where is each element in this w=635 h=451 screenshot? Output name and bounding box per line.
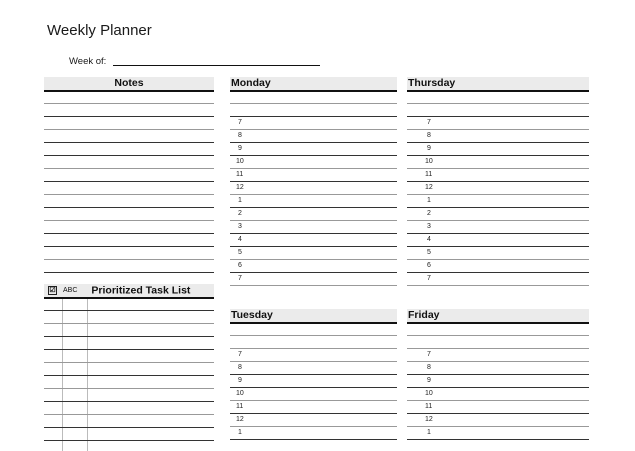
hour-label: 8 — [427, 364, 431, 371]
notes-line[interactable] — [44, 195, 214, 208]
hour-row[interactable] — [407, 182, 589, 195]
hour-label: 12 — [236, 416, 244, 423]
day-note-line[interactable] — [230, 91, 397, 104]
notes-header: Notes — [44, 77, 214, 92]
task-line[interactable] — [44, 402, 214, 415]
hour-label: 7 — [238, 119, 242, 126]
priority-abc-label: ABC — [63, 287, 78, 294]
notes-line[interactable] — [44, 208, 214, 221]
hour-row[interactable] — [230, 362, 397, 375]
hour-label: 10 — [425, 390, 433, 397]
checkbox-icon: ☑ — [49, 287, 56, 294]
hour-row[interactable] — [230, 234, 397, 247]
hour-row[interactable] — [230, 349, 397, 362]
hour-row[interactable] — [230, 195, 397, 208]
day-thursday — [407, 77, 589, 297]
hour-row[interactable] — [407, 208, 589, 221]
hour-row[interactable] — [230, 375, 397, 388]
notes-line[interactable] — [44, 169, 214, 182]
hour-row[interactable] — [407, 427, 589, 440]
day-note-line[interactable] — [407, 336, 589, 349]
hour-label: 11 — [425, 171, 433, 178]
notes-line[interactable] — [44, 247, 214, 260]
hour-row[interactable] — [407, 143, 589, 156]
task-line[interactable] — [44, 350, 214, 363]
hour-row[interactable] — [407, 234, 589, 247]
notes-line[interactable] — [44, 156, 214, 169]
hour-label: 10 — [425, 158, 433, 165]
hour-row[interactable] — [407, 156, 589, 169]
hour-row[interactable] — [230, 130, 397, 143]
task-line[interactable] — [44, 324, 214, 337]
hour-row[interactable] — [407, 130, 589, 143]
notes-section — [44, 77, 214, 277]
hour-label: 9 — [427, 145, 431, 152]
hour-row[interactable] — [407, 388, 589, 401]
hour-label: 2 — [427, 210, 431, 217]
hour-label: 11 — [236, 403, 244, 410]
hour-row[interactable] — [230, 117, 397, 130]
task-line[interactable] — [44, 363, 214, 376]
day-note-line[interactable] — [230, 104, 397, 117]
hour-label: 9 — [238, 145, 242, 152]
task-list-title: Prioritized Task List — [91, 284, 191, 297]
hour-row[interactable] — [407, 195, 589, 208]
task-line[interactable] — [44, 376, 214, 389]
week-of-label: Week of: — [69, 56, 107, 67]
task-line[interactable] — [44, 428, 214, 441]
hour-label: 6 — [238, 262, 242, 269]
task-line[interactable] — [44, 415, 214, 428]
day-note-line[interactable] — [407, 91, 589, 104]
hour-row[interactable] — [230, 427, 397, 440]
hour-row[interactable] — [407, 117, 589, 130]
task-line[interactable] — [44, 337, 214, 350]
hour-row[interactable] — [407, 273, 589, 286]
hour-label: 7 — [427, 275, 431, 282]
hour-row[interactable] — [407, 401, 589, 414]
hour-label: 3 — [427, 223, 431, 230]
hour-label: 2 — [238, 210, 242, 217]
day-note-line[interactable] — [407, 104, 589, 117]
task-line[interactable] — [44, 389, 214, 402]
task-list-header — [44, 284, 214, 299]
hour-label: 7 — [427, 119, 431, 126]
task-list-section — [44, 284, 214, 449]
hour-label: 10 — [236, 390, 244, 397]
hour-row[interactable] — [407, 169, 589, 182]
hour-label: 5 — [427, 249, 431, 256]
day-header: Friday — [407, 309, 589, 324]
hour-row[interactable] — [230, 143, 397, 156]
hour-label: 11 — [425, 403, 433, 410]
notes-line[interactable] — [44, 182, 214, 195]
hour-label: 4 — [427, 236, 431, 243]
task-line[interactable] — [44, 311, 214, 324]
hour-row[interactable] — [230, 414, 397, 427]
hour-label: 1 — [238, 429, 242, 436]
hour-row[interactable] — [407, 414, 589, 427]
day-friday — [407, 309, 589, 449]
hour-row[interactable] — [407, 362, 589, 375]
task-line[interactable] — [44, 298, 214, 311]
day-note-line[interactable] — [230, 336, 397, 349]
day-header: Tuesday — [230, 309, 397, 324]
day-note-line[interactable] — [407, 323, 589, 336]
hour-label: 12 — [425, 416, 433, 423]
hour-label: 1 — [427, 197, 431, 204]
hour-label: 1 — [427, 429, 431, 436]
notes-line[interactable] — [44, 260, 214, 273]
hour-label: 3 — [238, 223, 242, 230]
notes-line[interactable] — [44, 104, 214, 117]
hour-label: 8 — [427, 132, 431, 139]
hour-label: 12 — [425, 184, 433, 191]
day-monday — [230, 77, 397, 297]
week-of-field[interactable] — [113, 65, 320, 66]
hour-label: 9 — [427, 377, 431, 384]
hour-label: 4 — [238, 236, 242, 243]
hour-label: 11 — [236, 171, 244, 178]
notes-line[interactable] — [44, 234, 214, 247]
hour-row[interactable] — [230, 208, 397, 221]
hour-row[interactable] — [407, 221, 589, 234]
hour-label: 12 — [236, 184, 244, 191]
hour-row[interactable] — [230, 169, 397, 182]
hour-label: 7 — [427, 351, 431, 358]
hour-row[interactable] — [407, 247, 589, 260]
hour-row[interactable] — [407, 260, 589, 273]
notes-line[interactable] — [44, 130, 214, 143]
day-note-line[interactable] — [230, 323, 397, 336]
day-header: Thursday — [407, 77, 589, 92]
hour-row[interactable] — [230, 401, 397, 414]
hour-label: 9 — [238, 377, 242, 384]
notes-line[interactable] — [44, 91, 214, 104]
hour-row[interactable] — [230, 388, 397, 401]
hour-label: 5 — [238, 249, 242, 256]
hour-row[interactable] — [230, 182, 397, 195]
hour-row[interactable] — [230, 260, 397, 273]
hour-row[interactable] — [230, 273, 397, 286]
hour-row[interactable] — [230, 247, 397, 260]
hour-label: 1 — [238, 197, 242, 204]
notes-line[interactable] — [44, 221, 214, 234]
hour-row[interactable] — [230, 156, 397, 169]
hour-row[interactable] — [407, 375, 589, 388]
day-tuesday — [230, 309, 397, 449]
hour-label: 6 — [427, 262, 431, 269]
notes-line[interactable] — [44, 143, 214, 156]
page-title: Weekly Planner — [47, 22, 152, 39]
hour-label: 7 — [238, 351, 242, 358]
notes-line[interactable] — [44, 117, 214, 130]
hour-label: 8 — [238, 132, 242, 139]
day-header: Monday — [230, 77, 397, 92]
hour-row[interactable] — [230, 221, 397, 234]
hour-row[interactable] — [407, 349, 589, 362]
hour-label: 10 — [236, 158, 244, 165]
hour-label: 7 — [238, 275, 242, 282]
hour-label: 8 — [238, 364, 242, 371]
